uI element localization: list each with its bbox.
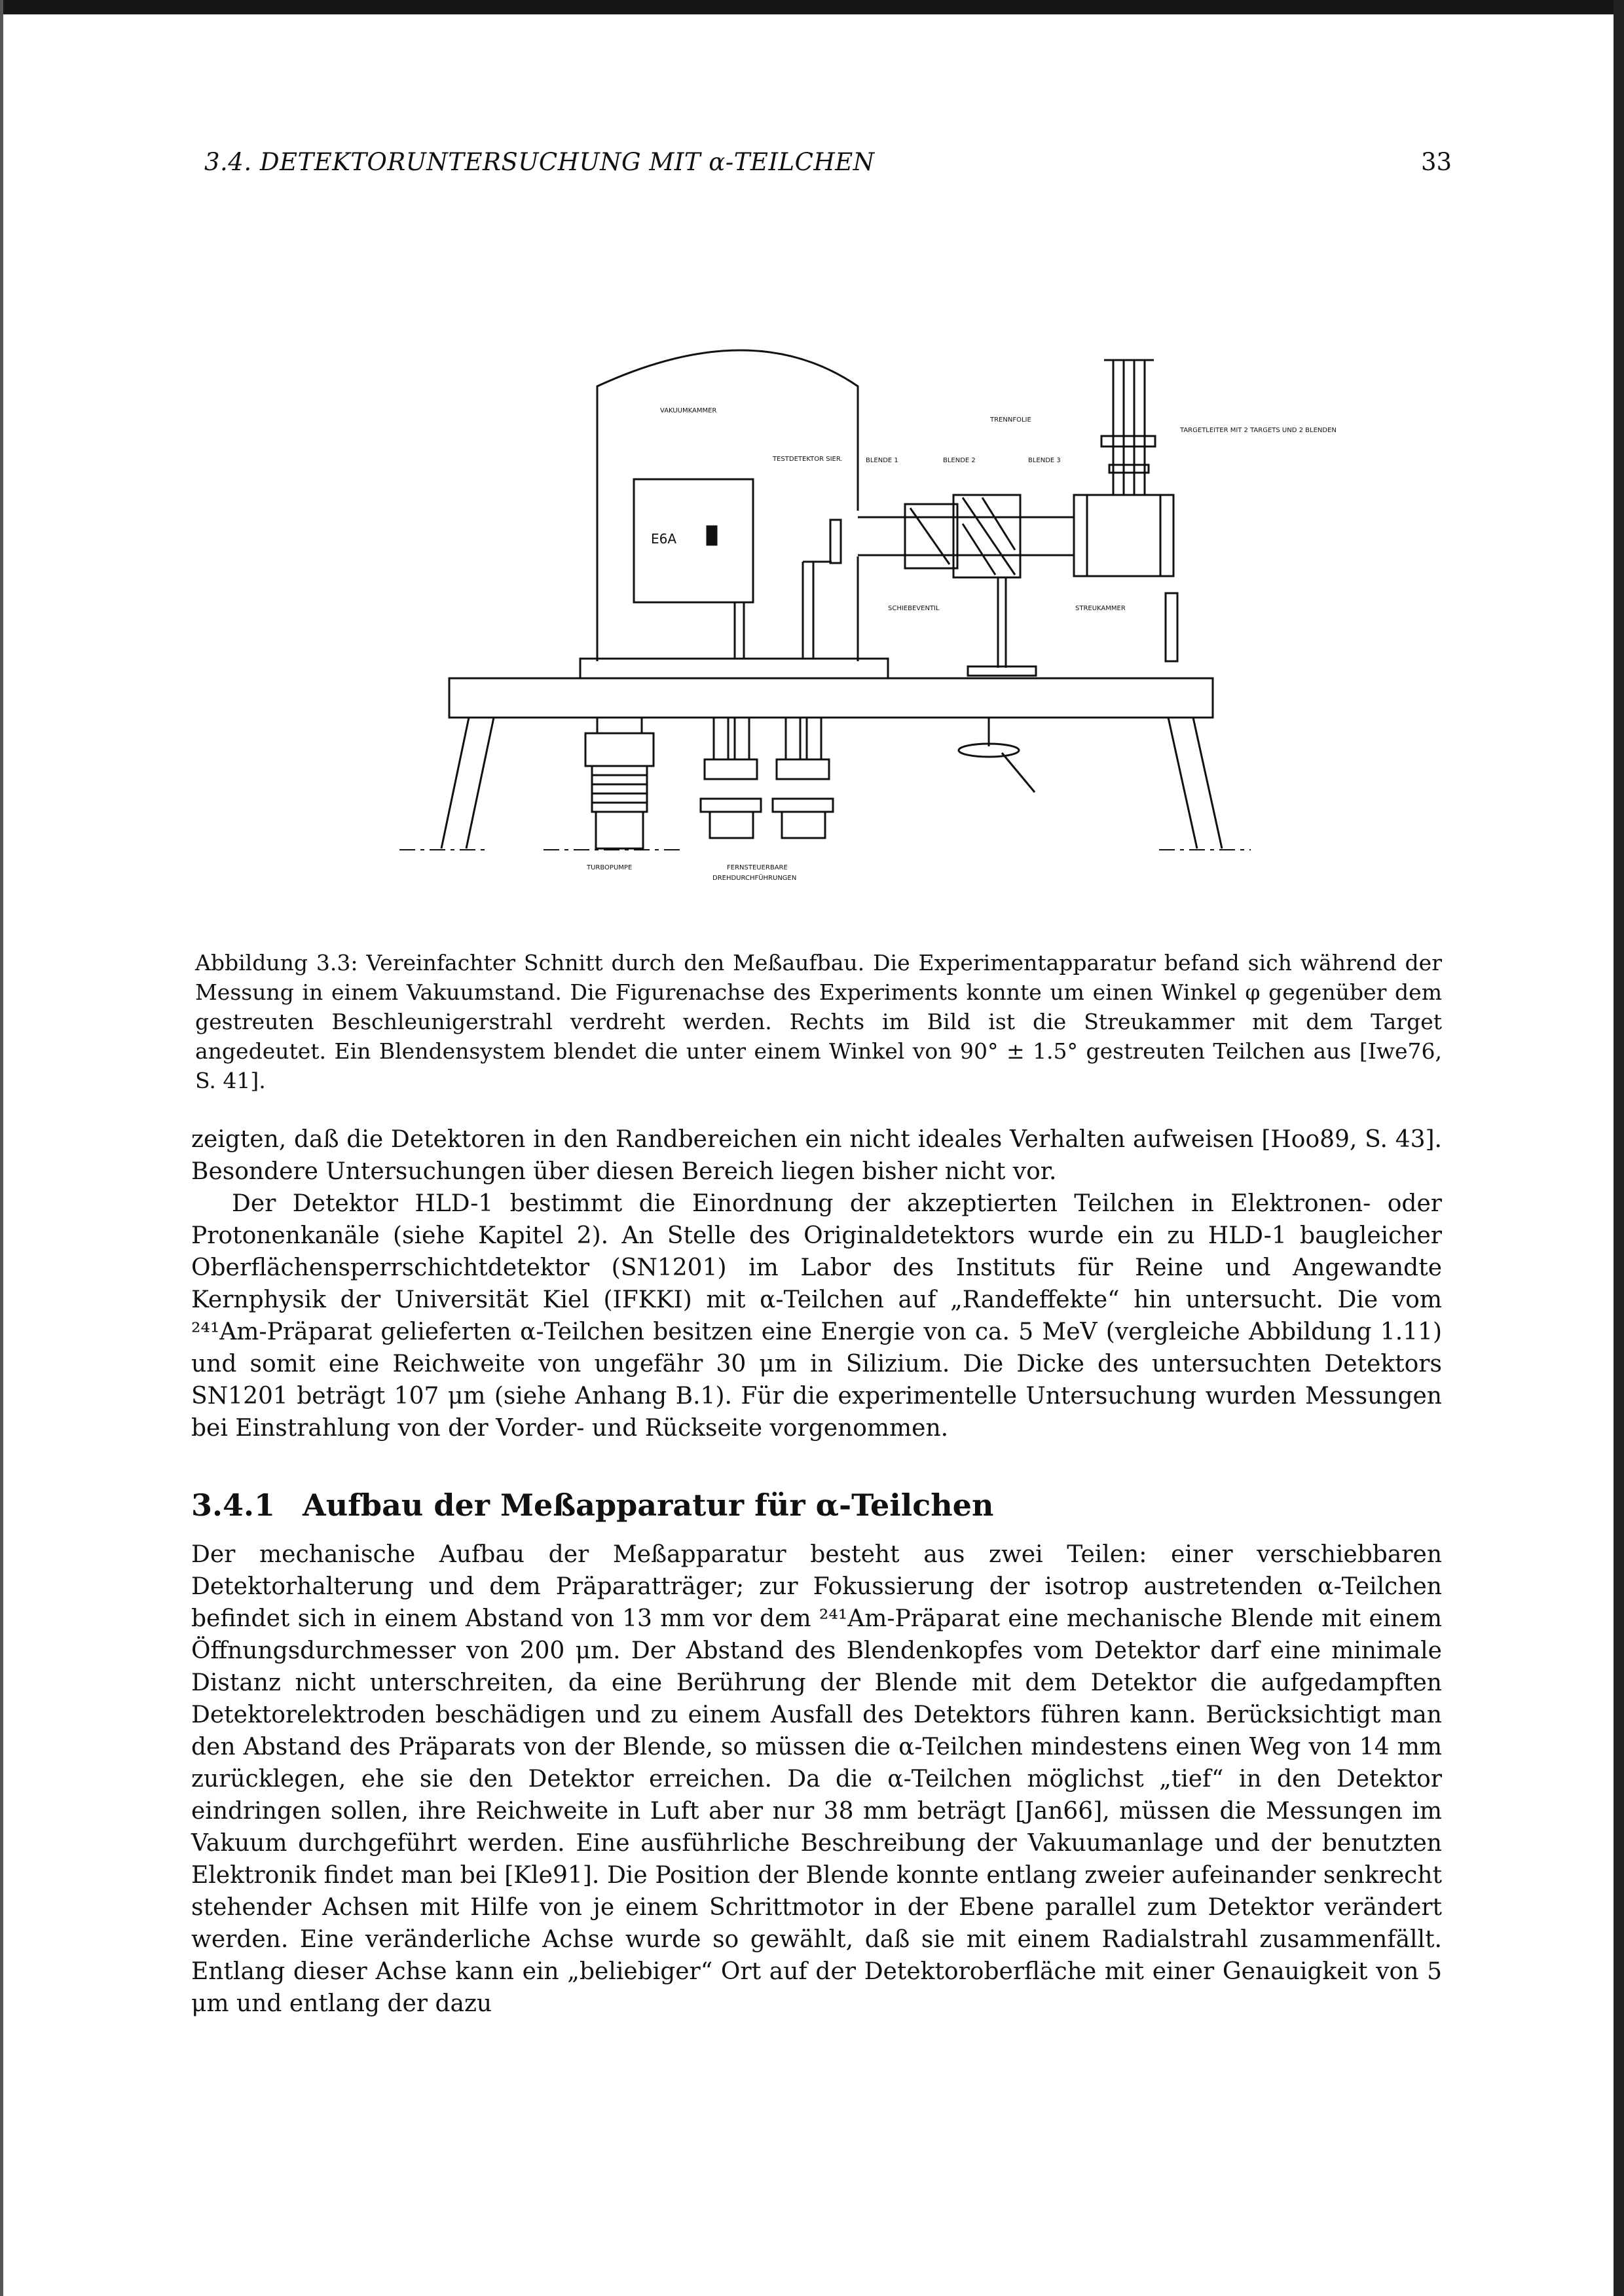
paragraph-2: Der Detektor HLD-1 bestimmt die Einordnung der akzeptierten Teilchen in Elektronen- oder Protonenkanäle (siehe Kapitel 2). An Stelle des Originaldetektors wurde ein zu HLD-1 baugleicher Oberflächensperrschichtdetektor (SN1201) im Labor des Instituts für Reine und Angewandte Kernphysik der Universität Kiel (IFKKI) mit α-Teilchen auf „Randeffekte“ hin untersucht. Die vom ²⁴¹Am-Präparat gelieferten α-Teilchen besitzen eine Energie von ca. 5 MeV (vergleiche Abbildung 1.11) und somit eine Reichweite von ungefähr 30 μm in Silizium. Die Dicke des untersuchten Detektors SN1201 beträgt 107 μm (siehe Anhang B.1). Für die experimentelle Untersuchung wurden Messungen bei Einstrahlung von der Vorder- und Rückseite vorgenommen. [191,1190,1442,1442]
label-blende-3: BLENDE 3 [1028,457,1061,464]
label-blende-2: BLENDE 2 [943,457,976,464]
streukammer-box [1074,495,1173,576]
label-blende-1: BLENDE 1 [866,457,898,464]
table-frame [449,678,1213,718]
paragraph-3: Der mechanische Aufbau der Meßapparatur besteht aus zwei Teilen: einer verschiebbaren Detektorhalterung und dem Präparatträger; zur Fokussierung der isotrop austretenden α-Teilchen befindet sich in einem Abstand von 13 mm vor dem ²⁴¹Am-Präparat eine mechanische Blende mit einem Öffnungsdurchmesser von 200 μm. Der Abstand des Blendenkopfes vom Detektor darf eine minimale Distanz nicht unterschreiten, da eine Berührung der Blende mit dem Detektor die aufgedampften Detektorelektroden beschädigen und zu einem Ausfall des Detektors führen kann. Berücksichtigt man den Abstand des Präparats von der Blende, so müssen die α-Teilchen mindestens einen Weg von 14 mm zurücklegen, ehe sie den Detektor erreichen. Da die α-Teilchen möglichst „tief“ in den Detektor eindringen sollen, ihre Reichweite in Luft aber nur 38 mm beträgt [Jan66], müssen die Messungen im Vakuum durchgeführt werden. Eine ausführliche Beschreibung der Vakuumanlage und der benutzten Elektronik findet man bei [Kle91]. Die Position der Blende konnte entlang zweier aufeinander senkrecht stehender Achsen mit Hilfe von je einem Schrittmotor in der Ebene parallel zum Detektor verändert werden. Eine veränderliche Achse wurde so gewählt, daß sie mit einem Radialstrahl zusammenfällt. Entlang dieser Achse kann ein „beliebiger“ Ort auf der Detektoroberfläche mit einer Genauigkeit von 5 μm und entlang der dazu [191,1541,1442,2017]
scan-left-border [0,0,3,2296]
blende-1-housing [905,504,957,568]
section-heading [191,1487,993,1523]
body-text-intro [191,1123,1442,1444]
vacuum-chamber-outline [597,350,858,661]
label-targetleiter: TARGETLEITER MIT 2 TARGETS UND 2 BLENDEN [1180,427,1337,434]
paragraph-1: zeigten, daß die Detektoren in den Randbereichen ein nicht ideales Verhalten aufweisen [Hoo89, S. 43]. Besondere Untersuchungen über diesen Bereich liegen bisher nicht vor. [191,1126,1442,1185]
label-vakuumkammer: VAKUUMKAMMER [660,407,717,414]
scan-top-border [0,0,1624,14]
table-top-plate [580,659,888,678]
label-fernsteuerbare: FERNSTEUERBARE [727,864,788,871]
section-title: Aufbau der Meßapparatur für α-Teilchen [303,1487,994,1523]
label-schiebeventil: SCHIEBEVENTIL [888,605,940,612]
label-e6a: E6A [651,531,677,547]
label-testdetektor: TESTDETEKTOR SIER. [773,456,843,463]
page-number: 33 [1421,148,1452,176]
section-number: 3.4.1 [191,1487,276,1523]
apparatus-drawing [334,340,1337,903]
figure-apparatus-diagram [334,340,1337,903]
label-drehdurchfuhrungen: DREHDURCHFÜHRUNGEN [712,875,797,882]
body-text-section [191,1539,1442,2020]
target-ladder-flange [1101,436,1155,446]
blende-2-housing [953,495,1020,577]
figure-caption: Abbildung 3.3: Vereinfachter Schnitt durch den Meßaufbau. Die Experimentapparatur befand sich während der Messung in einem Vakuumstand. Die Figurenachse des Experiments konnte um einen Winkel φ gegenüber dem gestreuten Beschleunigerstrahl verdreht werden. Rechts im Bild ist die Streukammer mit dem Target angedeutet. Ein Blendensystem blendet die unter einem Winkel von 90° ± 1.5° gestreuten Teilchen aus [Iwe76, S. 41]. [195,950,1442,1093]
label-trennfolie: TRENNFOLIE [990,416,1031,424]
label-streukammer: STREUKAMMER [1075,605,1126,612]
running-title: 3.4. DETEKTORUNTERSUCHUNG MIT α-TEILCHEN [204,148,875,176]
scan-right-border [1614,0,1624,2296]
label-turbopumpe: TURBOPUMPE [587,864,633,871]
turbopump-body [592,766,647,812]
